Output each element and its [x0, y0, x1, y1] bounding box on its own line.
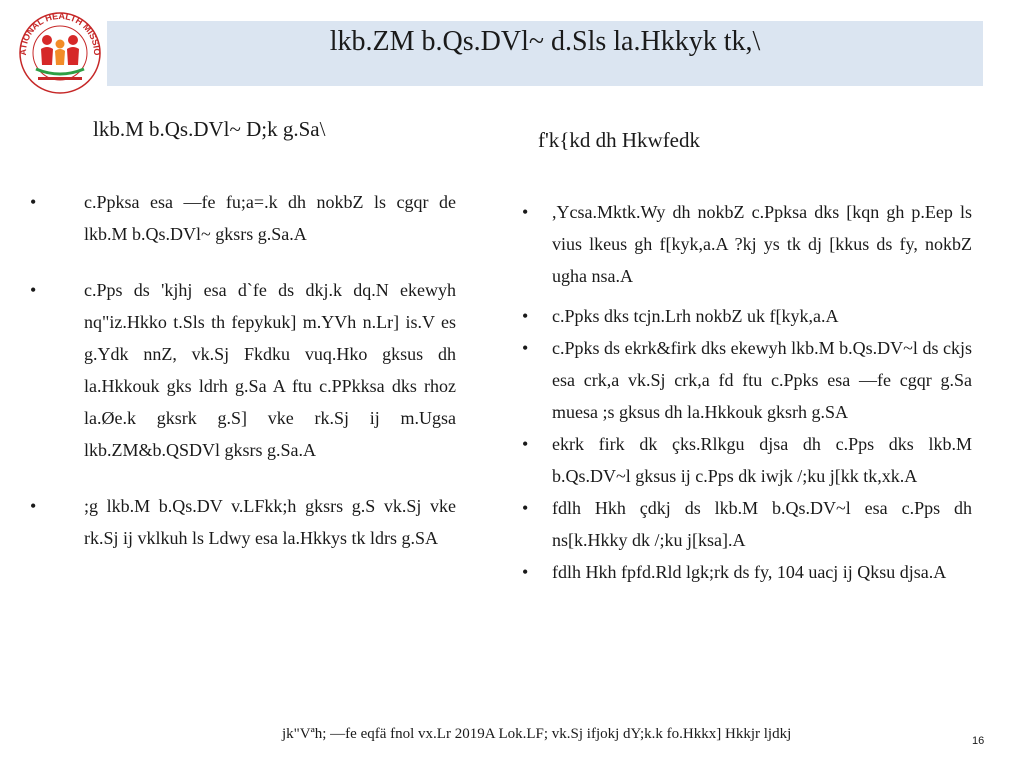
bullet-icon: •: [30, 280, 37, 300]
bullet-text: fdlh Hkh çdkj ds lkb.M b.Qs.DV~l esa c.Pps dh ns[k.Hkky dk /;ku j[ksa].A: [552, 498, 972, 550]
list-item: [522, 428, 972, 492]
list-item: [30, 490, 456, 554]
bullet-icon: •: [522, 498, 529, 518]
bullet-icon: •: [522, 434, 529, 454]
right-bullet-list: [522, 196, 972, 588]
bullet-icon: •: [30, 192, 37, 212]
list-item: [30, 274, 456, 466]
svg-text:NATIONAL HEALTH MISSION: ATIONAL HEALTH MISSIO: [17, 10, 103, 56]
list-item: [522, 492, 972, 556]
slide-footer: jk"Vªh; —fe eqfä fnol vx.Lr 2019A Lok.LF; vk.Sj ifjokj dY;k.k fo.Hkkx] Hkkjr ljdkj: [282, 726, 792, 742]
list-item: [522, 556, 972, 588]
bullet-text: c.Pps ds 'kjhj esa d`fe ds dkj.k dq.N ekewyh nq"iz.Hkko t.Sls th fepykuk] m.YVh n.Lr] is.V es g.Ydk nnZ, vk.Sj Fkdku vuq.Hko gksus dh la.Hkkouk gks ldrh g.Sa A ftu c.PPkksa dks rhoz la.Øe.k gksrk g.S] vke rk.Sj ij m.Ugsa lkb.ZM&b.QSDVl gksrs g.Sa.A: [84, 280, 456, 460]
list-item: [522, 196, 972, 292]
bullet-text: c.Ppks dks tcjn.Lrh nokbZ uk f[kyk,a.A: [552, 306, 839, 326]
list-item: [522, 300, 972, 332]
bullet-icon: •: [522, 306, 529, 326]
bullet-text: c.Ppksa esa —fe fu;a=.k dh nokbZ ls cgqr de lkb.M b.Qs.DVl~ gksrs g.Sa.A: [84, 192, 456, 244]
list-item: [522, 332, 972, 428]
national-health-mission-logo: [14, 5, 106, 97]
bullet-text: ,Ycsa.Mktk.Wy dh nokbZ c.Ppksa dks [kqn gh p.Eep ls vius lkeus gh f[kyk,a.A ?kj ys tk dj [kkus ds fy, nokbZ ugha nsa.A: [552, 202, 972, 286]
nhm-emblem-icon: [14, 5, 106, 97]
left-bullet-list: [30, 186, 456, 564]
left-column-heading: lkb.M b.Qs.DVl~ D;k g.Sa\: [93, 117, 326, 141]
bullet-text: c.Ppks ds ekrk&firk dks ekewyh lkb.M b.Qs.DV~l ds ckjs esa crk,a vk.Sj crk,a fd ftu c.Ppks esa —fe cgqr g.Sa muesa ;s gksus dh la.Hkkouk gksrh g.SA: [552, 338, 972, 422]
page-number: 16: [972, 735, 985, 747]
bullet-text: ekrk firk dk çks.Rlkgu djsa dh c.Pps dks lkb.M b.Qs.DV~l gksus ij c.Pps dk iwjk /;ku j[kk tk,xk.A: [552, 434, 972, 486]
right-column-heading: f'k{kd dh Hkwfedk: [538, 128, 701, 152]
slide-title: lkb.ZM b.Qs.DVl~ d.Sls la.Hkkyk tk,\: [329, 26, 761, 57]
list-item: [30, 186, 456, 250]
bullet-icon: •: [522, 338, 529, 358]
bullet-icon: •: [522, 562, 529, 582]
bullet-icon: •: [30, 496, 37, 516]
bullet-icon: •: [522, 202, 529, 222]
bullet-text: ;g lkb.M b.Qs.DV v.LFkk;h gksrs g.S vk.Sj vke rk.Sj ij vklkuh ls Ldwy esa la.Hkkys tk ldrs g.SA: [84, 496, 456, 548]
bullet-text: fdlh Hkh fpfd.Rld lgk;rk ds fy, 104 uacj ij Qksu djsa.A: [552, 562, 947, 582]
